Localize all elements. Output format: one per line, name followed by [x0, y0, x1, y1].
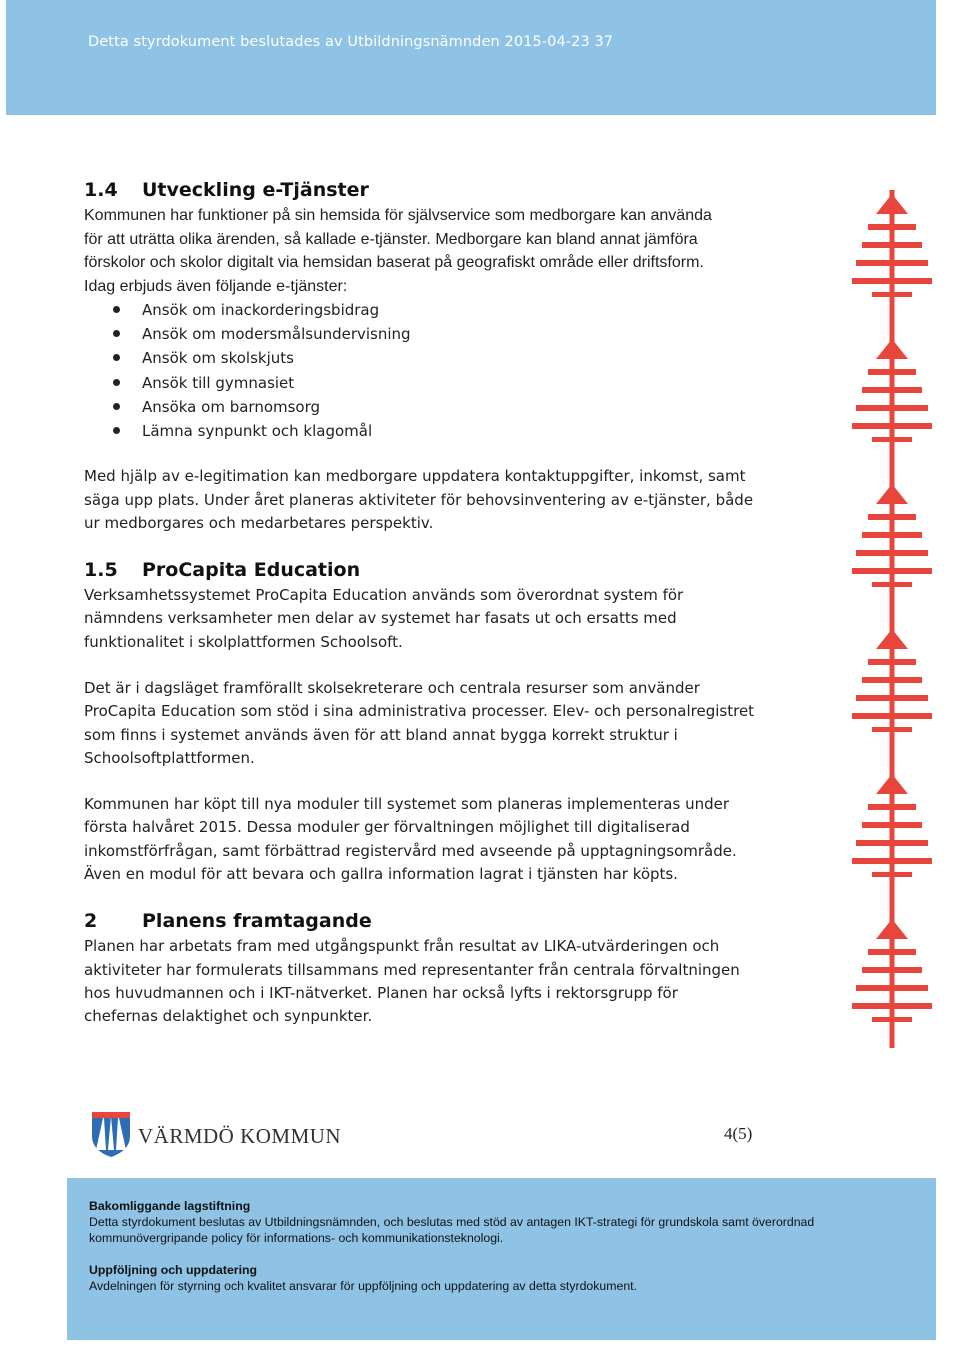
list-item [84, 395, 784, 419]
e-services-list [84, 298, 784, 443]
coat-of-arms-icon [90, 1110, 132, 1158]
text-line: chefernas delaktighet och synpunkter. [84, 1007, 373, 1026]
text-line: säga upp plats. Under året planeras aktiviteter för behovsinventering av e-tjänster, både [84, 490, 754, 509]
list-item-text: Ansök till gymnasiet [142, 373, 295, 392]
text-line: Även en modul för att bevara och gallra information lagrat i tjänsten har köpts. [84, 865, 679, 884]
mast-segment [852, 858, 932, 864]
mast-segment [868, 949, 916, 955]
mast-segment [868, 804, 916, 810]
text-line: förskolor och skolor digitalt via hemsidan baserat på geografiskt område eller driftsform. [84, 254, 704, 271]
text-line: ur medborgares och medarbetares perspektiv. [84, 513, 434, 532]
mast-segment [856, 405, 928, 411]
mast-segment [856, 985, 928, 991]
mast-segment [852, 278, 932, 284]
mast-segment [856, 260, 928, 266]
mast-segment [862, 532, 922, 538]
list-item [84, 346, 784, 370]
list-item-text: Ansök om modersmålsundervisning [142, 325, 411, 344]
mast-segment [868, 224, 916, 230]
page-number: 4(5) [724, 1124, 753, 1143]
text-line: Med hjälp av e-legitimation kan medborgare uppdatera kontaktuppgifter, inkomst, samt [84, 467, 746, 486]
mast-segment [852, 568, 932, 574]
section-title: Planens framtagande [142, 910, 372, 933]
mast-segment [876, 339, 908, 359]
section-title: Utveckling e-Tjänster [142, 179, 369, 201]
mast-segment [862, 822, 922, 828]
mast-segment [876, 194, 908, 214]
section-heading-1-4 [84, 176, 784, 204]
mast-segment [876, 484, 908, 504]
text-line: Idag erbjuds även följande e-tjänster: [84, 277, 348, 295]
bullet-icon [113, 330, 120, 337]
mast-segment [872, 1017, 912, 1022]
footer-followup [89, 1262, 919, 1294]
bullet-icon [113, 306, 120, 313]
text-line: hos huvudmannen och i IKT-nätverket. Planen har också lyfts i rektorsgrupp för [84, 983, 678, 1002]
red-mast-icon [852, 190, 932, 1048]
bullet-icon [113, 354, 120, 361]
mast-segment [856, 840, 928, 846]
footer-text: Avdelningen för styrning och kvalitet ansvarar för uppföljning och uppdatering av detta styrdokument. [89, 1279, 637, 1293]
intro-paragraph [84, 204, 784, 298]
mast-segment [852, 423, 932, 429]
footer-heading: Uppföljning och uppdatering [89, 1263, 258, 1277]
mast-segment [862, 242, 922, 248]
decorative-antenna-pattern [852, 190, 932, 1050]
mast-segment [872, 292, 912, 297]
list-item [84, 419, 784, 443]
mast-segment [862, 677, 922, 683]
list-item-text: Ansök om skolskjuts [142, 349, 294, 368]
list-item-text: Ansök om inackorderingsbidrag [142, 301, 380, 319]
bullet-icon [113, 403, 120, 410]
footer-text: Detta styrdokument beslutas av Utbildningsnämnden, och beslutas med stöd av antagen IKT-strategi för grundskola samt överordnad [89, 1215, 815, 1229]
text-line: inkomstförfrågan, samt förbättrad registervård med avseende på upptagningsområde. [84, 841, 737, 860]
text-line: första halvåret 2015. Dessa moduler ger förvaltningen möjlighet till digitaliserad [84, 818, 690, 837]
section-number: 2 [84, 910, 98, 933]
text-line: nämndens verksamheter men delar av systemet har fasats ut och ersatts med [84, 609, 677, 628]
section-number: 1.5 [84, 559, 118, 582]
text-line: aktiviteter har formulerats tillsammans med representanter från centrala förvaltningen [84, 960, 740, 979]
section-title: ProCapita Education [142, 559, 361, 582]
text-line: Kommunen har funktioner på sin hemsida för självservice som medborgare kan använda [84, 207, 712, 224]
list-item [84, 322, 784, 346]
paragraph [84, 465, 784, 535]
paragraph [84, 677, 784, 770]
footer-text: kommunövergripande policy för informations- och kommunikationsteknologi. [89, 1231, 504, 1245]
mast-segment [868, 369, 916, 375]
text-line: ProCapita Education som stöd i sina administrativa processer. Elev- och personalregistret [84, 702, 755, 721]
footer-banner [67, 1178, 936, 1340]
header-banner [6, 0, 936, 115]
mast-segment [872, 872, 912, 877]
mast-segment [856, 550, 928, 556]
mast-segment [876, 919, 908, 939]
paragraph [84, 584, 784, 654]
mast-segment [872, 437, 912, 442]
list-item [84, 298, 784, 322]
logo-text: VÄRMDÖ KOMMUN [138, 1124, 342, 1148]
list-item-text: Lämna synpunkt och klagomål [142, 422, 373, 441]
mast-segment [872, 727, 912, 732]
mast-segment [868, 514, 916, 520]
footer-heading: Bakomliggande lagstiftning [89, 1199, 251, 1213]
list-item-text: Ansöka om barnomsorg [142, 397, 321, 416]
list-item [84, 371, 784, 395]
text-line: för att uträtta olika ärenden, så kallade e-tjänster. Medborgare kan bland annat jämföra [84, 230, 698, 248]
mast-segment [856, 695, 928, 701]
header-text: Detta styrdokument beslutades av Utbildningsnämnden 2015-04-23 37 [88, 34, 614, 50]
mast-segment [872, 582, 912, 587]
mast-segment [852, 1003, 932, 1009]
paragraph [84, 793, 784, 886]
mast-segment [876, 629, 908, 649]
text-line: funktionalitet i skolplattformen Schoolsoft. [84, 632, 403, 651]
section-number: 1.4 [84, 179, 118, 201]
text-line: Planen har arbetats fram med utgångspunkt från resultat av LIKA-utvärderingen och [84, 937, 720, 956]
section-heading-2 [84, 907, 784, 935]
section-heading-1-5 [84, 556, 784, 584]
mast-segment [862, 967, 922, 973]
mast-segment [876, 774, 908, 794]
bullet-icon [113, 379, 120, 386]
municipality-logo [90, 1110, 350, 1162]
footer-basis [89, 1198, 919, 1246]
mast-segment [852, 713, 932, 719]
text-line: Schoolsoftplattformen. [84, 748, 255, 767]
text-line: Det är i dagsläget framförallt skolsekreterare och centrala resurser som använder [84, 679, 700, 697]
text-line: som finns i systemet används även för att bland annat bygga korrekt struktur i [84, 725, 678, 744]
bullet-icon [113, 427, 120, 434]
text-line: Kommunen har köpt till nya moduler till systemet som planeras implementeras under [84, 795, 729, 814]
text-line: Verksamhetssystemet ProCapita Education används som överordnat system för [84, 586, 684, 605]
paragraph [84, 935, 784, 1028]
document-body [84, 176, 784, 1029]
mast-segment [862, 387, 922, 393]
mast-segment [868, 659, 916, 665]
